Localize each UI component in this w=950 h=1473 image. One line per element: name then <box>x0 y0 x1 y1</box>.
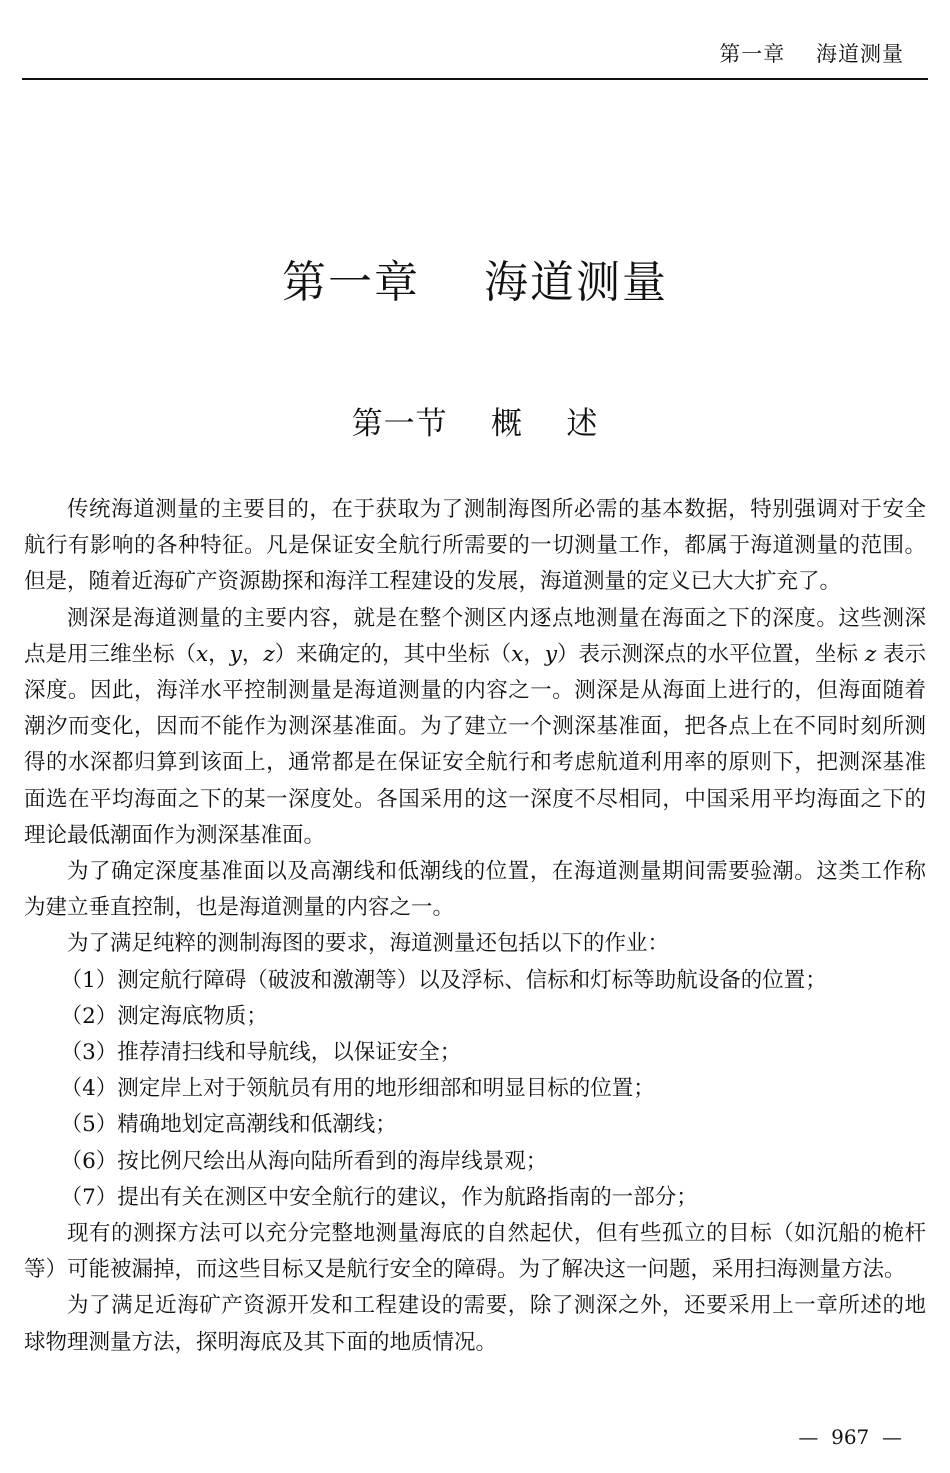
page-number: — 967 — <box>798 1425 902 1449</box>
section-title: 第一节 概 述 <box>351 406 599 442</box>
paragraph-sounding: 测深是海道测量的主要内容，就是在整个测区内逐点地测量在海面之下的深度。这些测深点是用三维坐标（x，y，z）来确定的，其中坐标（x，y）表示测深点的水平位置，坐标 z 表示深度。因此，海洋水平控制测量是海道测量的内容之一。测深是从海面上进行的，但海面随着潮汐而变化，因而不能作为测深基准面。为了建立一个测深基准面，把各点上在不同时刻所测得的水深都归算到该面上，通常都是在保证安全航行和考虑航道利用率的原则下，把测深基准面选在平均海面之下的某一深度处。各国采用的这一深度不尽相同，中国采用平均海面之下的理论最低潮面作为测深基准面。 <box>24 605 927 848</box>
paragraph-tasks-intro: 为了满足纯粹的测制海图的要求，海道测量还包括以下的作业： <box>67 931 670 957</box>
list-item: （2）测定海底物质； <box>60 1003 268 1029</box>
coord-x: x <box>196 641 209 667</box>
running-header: 第一章 海道测量 <box>719 42 904 66</box>
paragraph-sweep: 现有的测探方法可以充分完整地测量海底的自然起伏，但有些孤立的目标（如沉船的桅杆等）可能被漏掉，而这些目标又是航行安全的障碍。为了解决这一问题，采用扫海测量方法。 <box>24 1221 926 1283</box>
coord-z: z <box>263 641 275 667</box>
list-item: （5）精确地划定高潮线和低潮线； <box>60 1112 397 1138</box>
coord-x: x <box>511 641 524 667</box>
paragraph-intro: 传统海道测量的主要目的，在于获取为了测制海图所必需的基本数据，特别强调对于安全航行有影响的各种特征。凡是保证安全航行所需要的一切测量工作，都属于海道测量的范围。但是，随着近海矿产资源勘探和海洋工程建设的发展，海道测量的定义已大大扩充了。 <box>24 497 926 595</box>
coord-y: y <box>229 641 242 667</box>
coord-z: z <box>864 641 877 667</box>
body-text <box>24 492 926 1361</box>
chapter-title: 第一章 海道测量 <box>282 257 668 308</box>
list-item: （3）推荐清扫线和导航线，以保证安全； <box>60 1040 462 1066</box>
coord-y: y <box>544 641 557 667</box>
list-item: （1）测定航行障碍（破波和激潮等）以及浮标、信标和灯标等助航设备的位置； <box>60 967 827 993</box>
list-item: （6）按比例尺绘出从海向陆所看到的海岸线景观； <box>60 1148 548 1174</box>
header-rule <box>22 78 928 80</box>
list-item: （4）测定岸上对于领航员有用的地形细部和明显目标的位置； <box>60 1076 655 1102</box>
paragraph-vertical-control: 为了确定深度基准面以及高潮线和低潮线的位置，在海道测量期间需要验潮。这类工作称为建立垂直控制，也是海道测量的内容之一。 <box>24 859 926 921</box>
paragraph-geophysics: 为了满足近海矿产资源开发和工程建设的需要，除了测深之外，还要采用上一章所述的地球物理测量方法，探明海底及其下面的地质情况。 <box>24 1293 926 1355</box>
list-item: （7）提出有关在测区中安全航行的建议，作为航路指南的一部分； <box>60 1184 698 1210</box>
